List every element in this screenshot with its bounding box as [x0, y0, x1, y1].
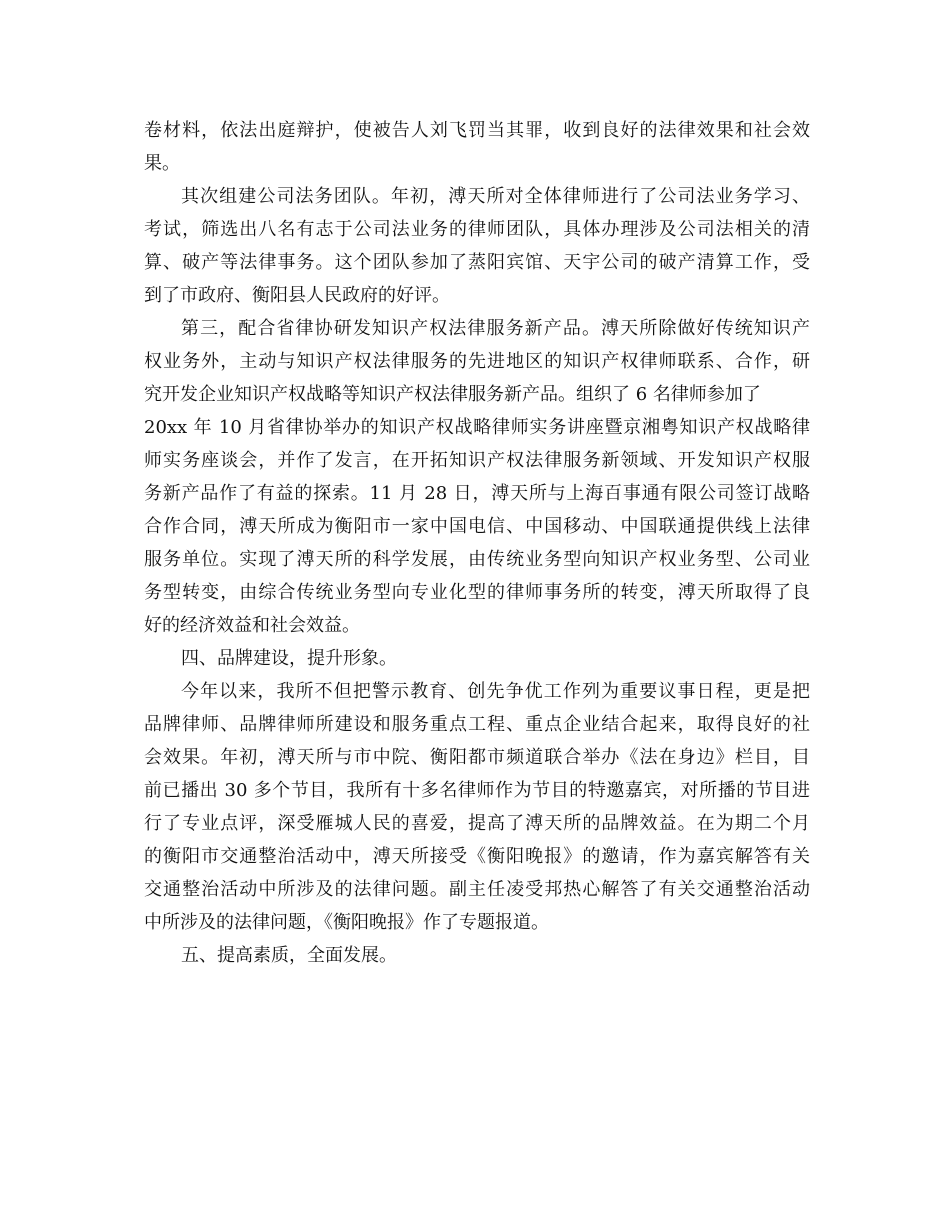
- text-line: 服务单位。实现了溥天所的科学发展，由传统业务型向知识产权业务型、公司业: [144, 549, 810, 570]
- text-line: 算、破产等法律事务。这个团队参加了蒸阳宾馆、天宇公司的破产清算工作，受: [144, 252, 810, 273]
- text-line: 的衡阳市交通整治活动中，溥天所接受《衡阳晚报》的邀请，作为嘉宾解答有关: [144, 846, 810, 867]
- text-line: 好的经济效益和社会效益。: [144, 615, 360, 636]
- text-line: 20xx 年 10 月省律协举办的知识产权战略律师实务讲座暨京湘粤知识产权战略律: [144, 417, 810, 438]
- text-line: 前已播出 30 多个节目，我所有十多名律师作为节目的特邀嘉宾，对所播的节目进: [144, 780, 810, 801]
- paragraph-start-line: 第三，配合省律协研发知识产权法律服务新产品。溥天所除做好传统知识产: [181, 318, 810, 339]
- text-line: 交通整治活动中所涉及的法律问题。副主任凌受邦热心解答了有关交通整治活动: [144, 879, 810, 900]
- text-line: 卷材料，依法出庭辩护，使被告人刘飞罚当其罪，收到良好的法律效果和社会效: [144, 120, 810, 141]
- text-line: 到了市政府、衡阳县人民政府的好评。: [144, 285, 450, 306]
- text-line: 行了专业点评，深受雁城人民的喜爱，提高了溥天所的品牌效益。在为期二个月: [144, 813, 810, 834]
- text-line: 中所涉及的法律问题，《衡阳晚报》作了专题报道。: [144, 912, 549, 933]
- text-line: 果。: [144, 153, 180, 174]
- text-line: 师实务座谈会，并作了发言，在开拓知识产权法律服务新领域、开发知识产权服: [144, 450, 810, 471]
- text-line: 务型转变，由综合传统业务型向专业化型的律师事务所的转变，溥天所取得了良: [144, 582, 810, 603]
- text-line: 究开发企业知识产权战略等知识产权法律服务新产品。组织了 6 名律师参加了: [144, 384, 761, 405]
- text-line: 考试，筛选出八名有志于公司法业务的律师团队，具体办理涉及公司法相关的清: [144, 219, 810, 240]
- text-line: 品牌律师、品牌律师所建设和服务重点工程、重点企业结合起来，取得良好的社: [144, 714, 810, 735]
- text-line: 合作合同，溥天所成为衡阳市一家中国电信、中国移动、中国联通提供线上法律: [144, 516, 810, 537]
- text-line: 权业务外，主动与知识产权法律服务的先进地区的知识产权律师联系、合作，研: [144, 351, 810, 372]
- text-line: 务新产品作了有益的探索。11 月 28 日，溥天所与上海百事通有限公司签订战略: [144, 483, 810, 504]
- paragraph-start-line: 其次组建公司法务团队。年初，溥天所对全体律师进行了公司法业务学习、: [181, 186, 810, 207]
- section-heading: 四、品牌建设，提升形象。: [181, 648, 397, 669]
- text-line: 会效果。年初，溥天所与市中院、衡阳都市频道联合举办《法在身边》栏目，目: [144, 747, 810, 768]
- paragraph-start-line: 今年以来，我所不但把警示教育、创先争优工作列为重要议事日程，更是把: [181, 681, 810, 702]
- section-heading: 五、提高素质，全面发展。: [181, 945, 397, 966]
- document-body: [144, 114, 810, 972]
